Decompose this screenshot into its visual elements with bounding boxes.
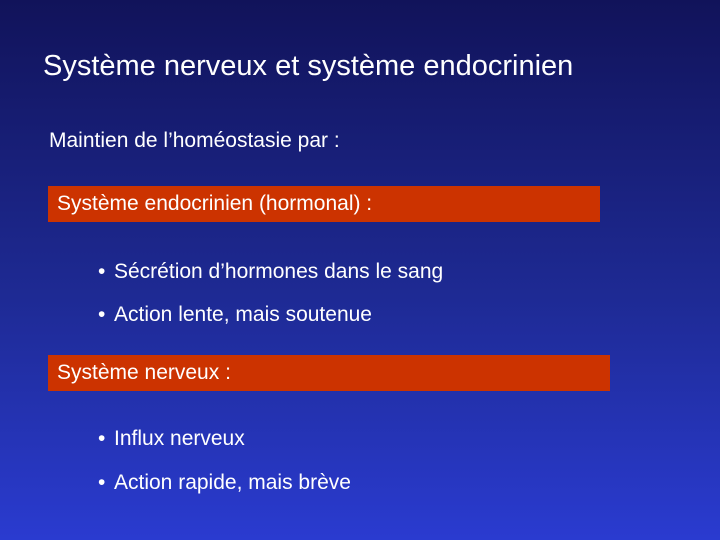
bullet-text: Sécrétion d’hormones dans le sang bbox=[114, 260, 444, 283]
bullet-item bbox=[98, 469, 351, 497]
slide-subtitle: Maintien de l’homéostasie par : bbox=[49, 129, 340, 152]
bullet-item bbox=[98, 301, 372, 329]
section-heading-endocrine bbox=[48, 186, 600, 222]
bullet-icon: • bbox=[98, 303, 106, 326]
bullet-icon: • bbox=[98, 427, 106, 450]
bullet-item bbox=[98, 425, 245, 453]
bullet-text: Influx nerveux bbox=[114, 427, 245, 450]
bullet-icon: • bbox=[98, 471, 106, 494]
slide-title: Système nerveux et système endocrinien bbox=[43, 50, 574, 82]
bullet-item bbox=[98, 258, 443, 286]
bullet-text: Action lente, mais soutenue bbox=[114, 303, 372, 326]
bullet-icon: • bbox=[98, 260, 106, 283]
section-heading-nervous bbox=[48, 355, 610, 391]
section-heading-label: Système nerveux : bbox=[57, 361, 231, 384]
bullet-text: Action rapide, mais brève bbox=[114, 471, 351, 494]
section-heading-label: Système endocrinien (hormonal) : bbox=[57, 192, 373, 215]
